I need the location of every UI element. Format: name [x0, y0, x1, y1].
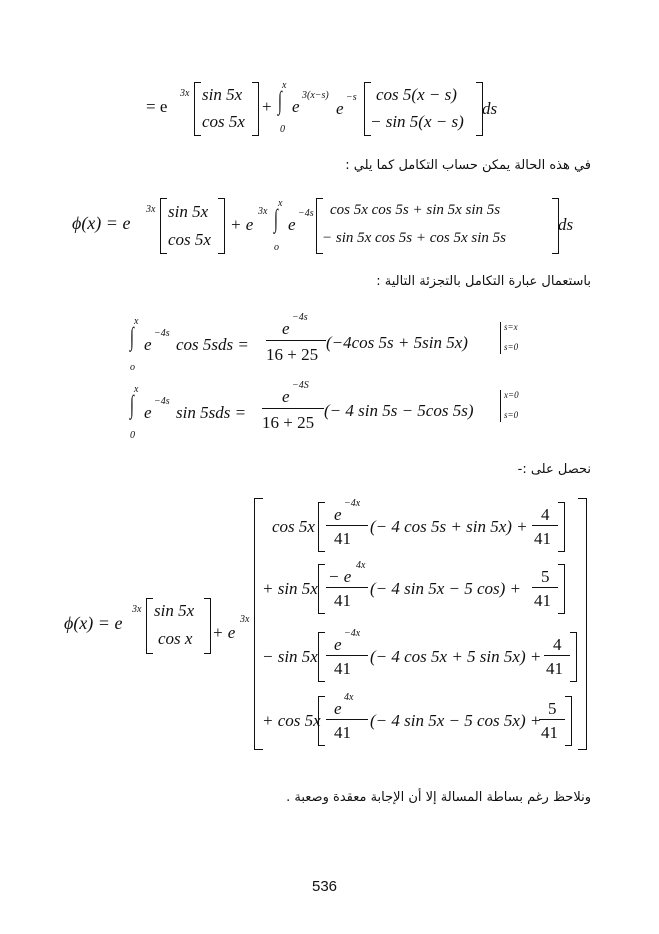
row-prefix: − sin 5x — [262, 647, 318, 666]
eq5-exp-b: 3x — [240, 614, 250, 625]
eq3-int-upper: x — [134, 316, 139, 327]
eq4-int-upper: x — [134, 384, 139, 395]
eq5-big-bracket-right — [578, 498, 587, 750]
eq2-ds: ds — [558, 215, 574, 234]
eq5-vec-bracket-left — [146, 598, 153, 654]
eq1-plus: + — [262, 97, 272, 116]
eq3-den: 16 + 25 — [266, 345, 319, 364]
eq2-lhs: ϕ(x) = e — [72, 213, 131, 233]
eq4-den: 16 + 25 — [262, 413, 315, 432]
eq2-kernel-exp: −4s — [298, 208, 314, 219]
eq4-fraction-bar — [262, 408, 324, 409]
row-bracket-left — [318, 564, 325, 614]
page-number: 536 — [312, 878, 338, 895]
row-fnum: 5 — [541, 567, 550, 586]
row-num-exp: −4x — [344, 628, 361, 639]
row-den: 41 — [334, 591, 351, 610]
eq1-lhs: = e — [146, 97, 168, 116]
eq4-num-exp: −4S — [292, 380, 309, 391]
row-fraction-bar — [326, 655, 368, 656]
eq4-num: e — [282, 387, 290, 406]
row-fraction-bar-2 — [532, 525, 558, 526]
eq1-kernel-exp: 3(x−s) — [302, 90, 329, 101]
paragraph-4: ونلاحظ رغم بساطة المسالة إلا أن الإجابة معقدة وصعبة . — [286, 790, 591, 805]
row-fden: 41 — [546, 659, 563, 678]
eq1-mat-bottom: − sin 5(x − s) — [370, 112, 464, 131]
row-fraction-bar — [326, 587, 368, 588]
row-num-exp: 4x — [344, 692, 354, 703]
eq3-eval-bar — [500, 322, 501, 354]
row-num: e — [334, 505, 342, 524]
eq3-eval-bottom: s=0 — [504, 342, 519, 352]
row-fraction-bar-2 — [532, 587, 558, 588]
eq1-e2-exp: −s — [346, 92, 357, 103]
paragraph-2: باستعمال عبارة التكامل بالتجزئة التالية : — [376, 274, 591, 289]
eq1-vec-top: sin 5x — [202, 85, 243, 104]
eq2-exp: 3x — [146, 204, 156, 215]
row-num: e — [334, 635, 342, 654]
row-prefix: + cos 5x — [262, 711, 321, 730]
row-mid: (− 4 sin 5x − 5 cos) + — [370, 579, 522, 598]
row-num-exp: 4x — [356, 560, 366, 571]
row-bracket-right — [558, 502, 565, 552]
eq3-rhs: (−4cos 5s + 5sin 5x) — [326, 333, 468, 352]
eq2-vec-bracket-right — [218, 198, 225, 254]
eq1-mat-top: cos 5(x − s) — [376, 85, 457, 104]
row-fden: 41 — [541, 723, 558, 742]
row-den: 41 — [334, 529, 351, 548]
eq1-int-upper: x — [282, 80, 287, 91]
row-fnum: 5 — [548, 699, 557, 718]
row-bracket-right — [558, 564, 565, 614]
row-prefix: + sin 5x — [262, 579, 318, 598]
row-bracket-right — [570, 632, 577, 682]
row-fraction-bar — [326, 525, 368, 526]
row-den: 41 — [334, 723, 351, 742]
eq5-vec-bracket-right — [204, 598, 211, 654]
eq1-int-lower: 0 — [280, 124, 285, 135]
eq1-vec-bracket-left — [194, 82, 201, 136]
eq4-rhs: (− 4 sin 5s − 5cos 5s) — [324, 401, 474, 420]
eq2-mat-top: cos 5x cos 5s + sin 5x sin 5s — [330, 202, 501, 218]
eq2-exp-b: 3x — [258, 206, 268, 217]
eq4-lhs: e — [144, 403, 152, 422]
eq1-vec-bracket-right — [252, 82, 259, 136]
row-mid: (− 4 sin 5x − 5 cos 5x) + — [370, 711, 542, 730]
eq1-ds: ds — [482, 99, 498, 118]
row-fden: 41 — [534, 529, 551, 548]
eq2-vec-bottom: cos 5x — [168, 230, 211, 249]
eq3-fraction-bar — [266, 340, 326, 341]
eq3-eval-top: s=x — [504, 322, 518, 332]
integral-sign-icon: ∫ — [278, 86, 282, 115]
eq3-lhs-exp: −4s — [154, 328, 170, 339]
row-bracket-left — [318, 632, 325, 682]
eq1-exp: 3x — [180, 88, 190, 99]
row-mid: (− 4 cos 5s + sin 5x) + — [370, 517, 528, 536]
row-fden: 41 — [534, 591, 551, 610]
eq2-plus: + e — [230, 215, 254, 234]
row-fnum: 4 — [553, 635, 562, 654]
eq4-int-lower: 0 — [130, 430, 135, 441]
row-bracket-left — [318, 696, 325, 746]
integral-sign-icon: ∫ — [130, 390, 134, 419]
eq5-vec-bottom: cos x — [158, 629, 193, 648]
row-fraction-bar-2 — [544, 655, 570, 656]
row-num: − e — [328, 567, 352, 586]
eq3-num: e — [282, 319, 290, 338]
paragraph-1: في هذه الحالة يمكن حساب التكامل كما يلي : — [345, 158, 591, 173]
row-num-exp: −4x — [344, 498, 361, 509]
integral-sign-icon: ∫ — [274, 204, 278, 233]
eq3-int-lower: o — [130, 362, 135, 373]
row-fraction-bar — [326, 719, 368, 720]
row-fraction-bar-2 — [539, 719, 565, 720]
eq4-lhs-exp: −4s — [154, 396, 170, 407]
row-bracket-right — [565, 696, 572, 746]
row-prefix: cos 5x — [272, 517, 315, 536]
row-mid: (− 4 cos 5x + 5 sin 5x) + — [370, 647, 542, 666]
eq4-eval-top: x=0 — [504, 390, 519, 400]
eq3-num-exp: −4s — [292, 312, 308, 323]
row-num: e — [334, 699, 342, 718]
eq3-lhs: e — [144, 335, 152, 354]
eq2-mat-bottom: − sin 5x cos 5s + cos 5x sin 5s — [322, 230, 506, 246]
row-fnum: 4 — [541, 505, 550, 524]
eq5-plus: + e — [212, 623, 236, 642]
eq2-kernel: e — [288, 215, 296, 234]
row-bracket-left — [318, 502, 325, 552]
eq2-int-lower: o — [274, 242, 279, 253]
eq1-vec-bottom: cos 5x — [202, 112, 245, 131]
eq3-lhs-rest: cos 5sds = — [176, 335, 249, 354]
eq2-vec-bracket-left — [160, 198, 167, 254]
eq2-int-upper: x — [278, 198, 283, 209]
eq4-eval-bar — [500, 390, 501, 422]
eq5-lhs: ϕ(x) = e — [64, 613, 123, 633]
eq5-vec-top: sin 5x — [154, 601, 195, 620]
eq1-e2: e — [336, 99, 344, 118]
eq4-lhs-rest: sin 5sds = — [176, 403, 247, 422]
eq5-exp: 3x — [132, 604, 142, 615]
integral-sign-icon: ∫ — [130, 322, 134, 351]
eq4-eval-bottom: s=0 — [504, 410, 519, 420]
eq2-vec-top: sin 5x — [168, 202, 209, 221]
eq1-kernel: e — [292, 97, 300, 116]
row-den: 41 — [334, 659, 351, 678]
paragraph-3: نحصل على :- — [517, 462, 591, 477]
